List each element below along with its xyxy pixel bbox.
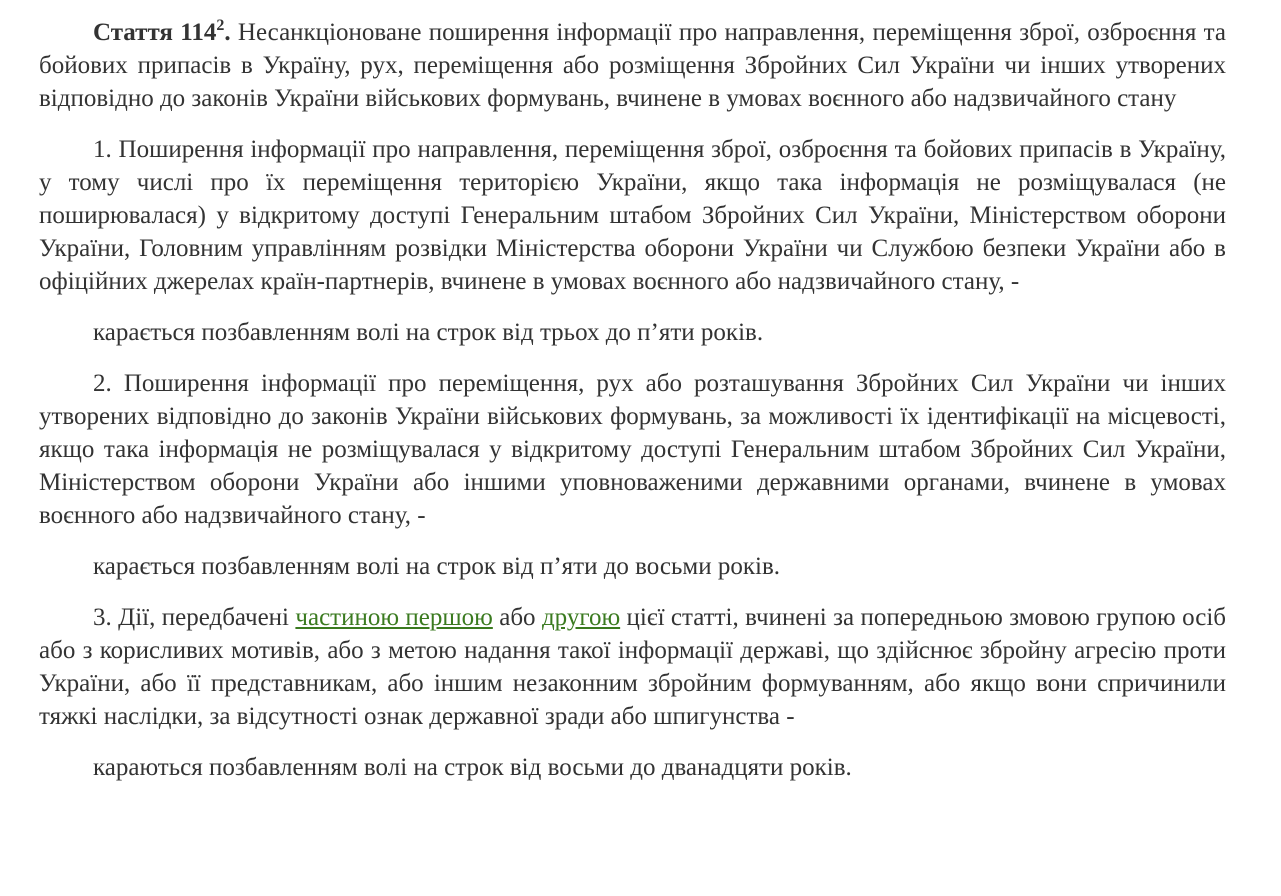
part-1-text: 1. Поширення інформації про направлення, переміщення зброї, озброєння та бойових припасів в Україну, у тому числі про їх переміщення територією України, якщо така інформація не розміщувалася (не поширювалася) у відкритому доступі Генеральним штабом Збройних Сил України, Міністерством оборони України, Головним управлінням розвідки Міністерства оборони України чи Службою безпеки України або в офіційних джерелах країн-партнерів, вчинене в умовах воєнного або надзвичайного стану, -: [39, 136, 1226, 295]
part-3-sanction: караються позбавленням волі на строк від восьми до дванадцяти років.: [93, 754, 852, 781]
article-number: Стаття $114^2$.: [93, 17, 231, 46]
part-2-text: 2. Поширення інформації про переміщення, рух або розташування Збройних Сил України чи інших утворених відповідно до законів України військових формувань, за можливості їх ідентифікації на місцевості, якщо така інформація не розміщувалася у відкритому доступі Генеральним штабом Збройних Сил України, Міністерством оборони України або іншими уповноваженими державними органами, вчинене в умовах воєнного або надзвичайного стану, -: [39, 370, 1226, 529]
article-title: Несанкціоноване поширення інформації про направлення, переміщення зброї, озброєння та бойових припасів в Україну, рух, переміщення або розміщення Збройних Сил України чи інших утворених відповідно до законів України військових формувань, вчинене в умовах воєнного або надзвичайного стану: [39, 19, 1227, 112]
link-part-two[interactable]: другою: [541, 604, 621, 631]
link-part-one[interactable]: частиною першою: [295, 604, 493, 631]
article-heading: [39, 16, 1226, 115]
part-1-sanction: карається позбавленням волі на строк від трьох до п’яти років.: [93, 319, 764, 346]
part-3-text: 3. Дії, передбачені частиною першою або другою цієї статті, вчинені за попередньою змовою групою осіб або з корисливих мотивів, або з метою надання такої інформації державі, що здійснює збройну агресію проти України, або її представникам, або іншим незаконним збройним формуванням, або якщо вони спричинили тяжкі наслідки, за відсутності ознак державної зради або шпигунства -: [39, 604, 1226, 730]
article-superscript: 2: [216, 17, 225, 34]
part-2-sanction: карається позбавленням волі на строк від п’яти до восьми років.: [93, 553, 781, 580]
